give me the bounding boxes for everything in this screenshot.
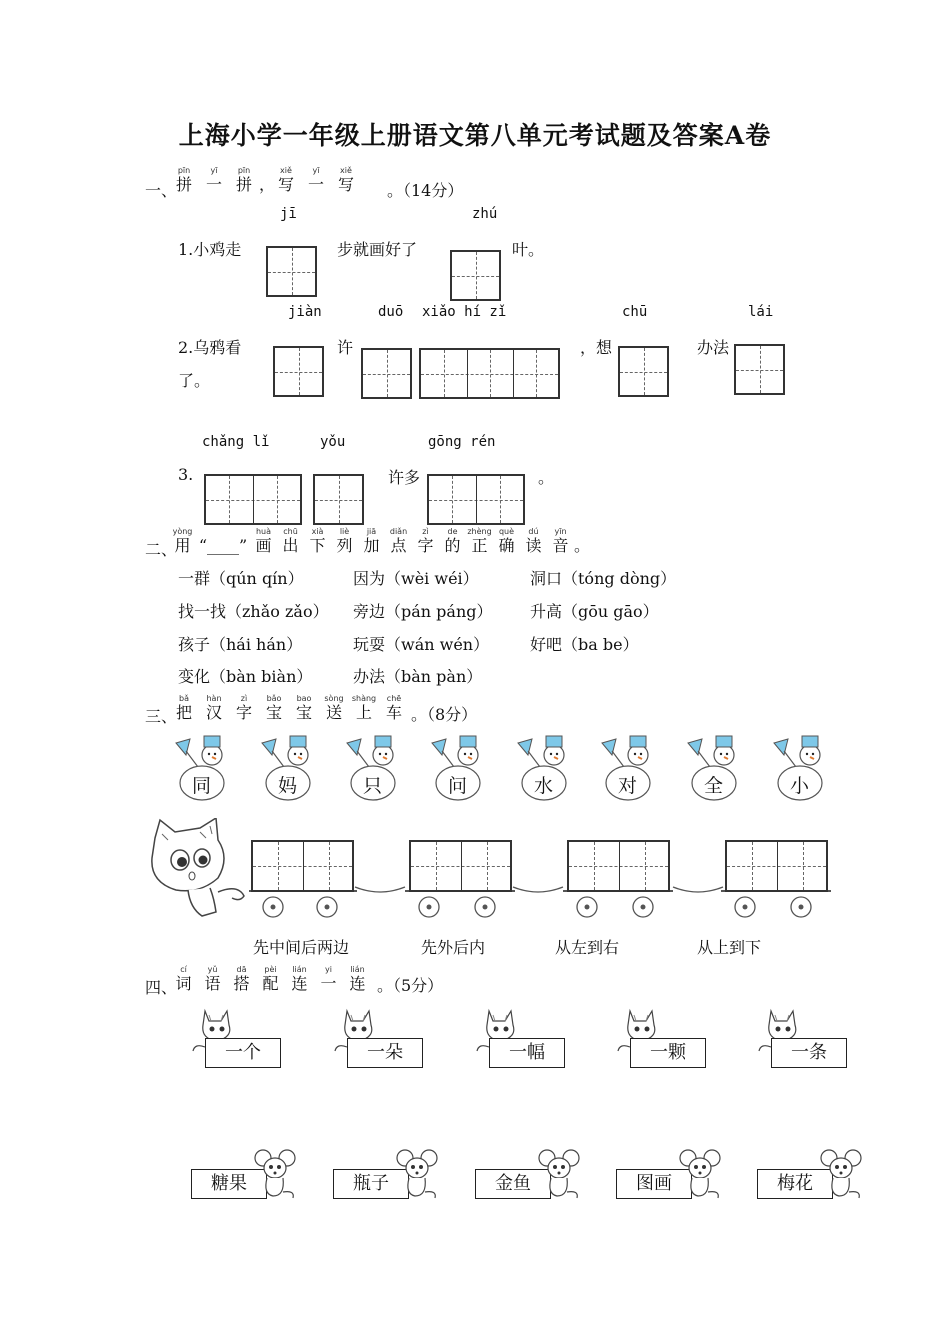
noun-card[interactable]: 糖果	[191, 1169, 267, 1199]
ruby-hanzi: 字	[417, 536, 434, 555]
word-option[interactable]: 孩子（hái hán）	[178, 635, 303, 654]
write-box-double[interactable]	[204, 474, 302, 525]
ruby-char	[227, 965, 256, 993]
ruby-pinyin: pīn	[177, 166, 191, 175]
mouse-icon	[395, 1148, 439, 1204]
snowman-char: 同	[192, 775, 212, 797]
ruby-char	[331, 166, 361, 194]
q1-number: 一、	[145, 181, 178, 200]
noun-card[interactable]: 图画	[616, 1169, 692, 1199]
ruby-pinyin: xiě	[280, 166, 292, 175]
ruby-pinyin: zì	[422, 527, 429, 536]
q2-number: 二、	[145, 540, 178, 559]
ruby-hanzi: 一	[205, 175, 222, 194]
pinyin-xiaohizi: xiǎo hí zǐ	[422, 304, 507, 320]
ruby-hanzi: ，	[259, 175, 276, 194]
s2-mid2: ，想	[580, 338, 613, 357]
ruby-punct	[574, 527, 591, 555]
ruby-hanzi: 宝	[265, 703, 282, 722]
ruby-hanzi: 连	[291, 974, 308, 993]
ruby-char	[349, 694, 379, 722]
word-option[interactable]: 旁边（pán páng）	[353, 602, 493, 621]
train-car-grid[interactable]	[409, 840, 512, 892]
ruby-hanzi: 配	[262, 974, 279, 993]
word-option[interactable]: 找一找（zhǎo zǎo）	[178, 602, 329, 621]
q1-ruby-text	[169, 166, 361, 194]
snowman	[430, 733, 486, 803]
write-box[interactable]	[618, 346, 669, 397]
write-box-triple[interactable]	[419, 348, 560, 399]
ruby-pinyin: hàn	[206, 694, 222, 703]
snowman-char: 小	[790, 775, 810, 797]
pinyin-gongren: gōng rén	[428, 434, 496, 450]
ruby-char	[314, 965, 343, 993]
s1-suffix: 叶。	[512, 240, 545, 259]
train-car-label: 从上到下	[697, 938, 762, 957]
mouse-icon	[819, 1148, 863, 1204]
ruby-char	[304, 527, 331, 555]
ruby-pinyin: liè	[339, 527, 350, 536]
train-car-label: 先外后内	[421, 938, 486, 957]
ruby-char	[199, 694, 229, 722]
noun-card[interactable]: 金鱼	[475, 1169, 551, 1199]
ruby-pinyin: zhèng	[467, 527, 492, 536]
ruby-char	[379, 694, 409, 722]
ruby-char	[319, 694, 349, 722]
ruby-pinyin: shàng	[351, 694, 377, 703]
ruby-char	[271, 166, 301, 194]
ruby-pinyin: yòng	[172, 527, 193, 536]
train-car-label: 先中间后两边	[253, 938, 350, 957]
ruby-char	[277, 527, 304, 555]
ruby-pinyin: yī	[312, 166, 320, 175]
ruby-pinyin: zì	[240, 694, 248, 703]
ruby-pinyin: què	[498, 527, 515, 536]
ruby-pinyin: chū	[283, 527, 298, 536]
ruby-hanzi: “____”	[198, 536, 248, 555]
ruby-char	[466, 527, 493, 555]
ruby-pinyin: dā	[236, 965, 247, 974]
word-option[interactable]: 好吧（ba be）	[530, 635, 639, 654]
ruby-hanzi: 画	[255, 536, 272, 555]
ruby-pinyin: yǔ	[207, 965, 218, 974]
ruby-pinyin: de	[447, 527, 458, 536]
s1-prefix: 1.小鸡走	[178, 240, 242, 259]
pinyin-ji: jī	[280, 206, 297, 222]
snowman-char: 水	[534, 775, 554, 797]
ruby-pinyin: lián	[350, 965, 365, 974]
ruby-char	[196, 527, 250, 555]
ruby-pinyin: sòng	[324, 694, 344, 703]
ruby-hanzi: 加	[363, 536, 380, 555]
write-box[interactable]	[450, 250, 501, 301]
ruby-hanzi: 写	[277, 175, 294, 194]
ruby-hanzi: 字	[235, 703, 252, 722]
train-car-grid[interactable]	[725, 840, 828, 892]
write-box[interactable]	[734, 344, 785, 395]
write-box[interactable]	[273, 346, 324, 397]
snowman	[686, 733, 742, 803]
q1-score: 。（14分）	[387, 181, 464, 200]
ruby-hanzi: 确	[498, 536, 515, 555]
write-box-double[interactable]	[427, 474, 525, 525]
ruby-hanzi: 。	[574, 536, 591, 555]
measure-word-card[interactable]: 一朵	[347, 1038, 423, 1068]
ruby-hanzi: 把	[175, 703, 192, 722]
snowman-char: 全	[704, 775, 724, 797]
ruby-char	[520, 527, 547, 555]
ruby-hanzi: 搭	[233, 974, 250, 993]
ruby-pinyin: xià	[311, 527, 324, 536]
word-option[interactable]: 因为（wèi wéi）	[353, 569, 479, 588]
pinyin-lai: lái	[748, 304, 774, 320]
ruby-char	[199, 166, 229, 194]
q4-ruby-text	[169, 965, 372, 993]
train-car-label: 从左到右	[555, 938, 620, 957]
ruby-hanzi: 出	[282, 536, 299, 555]
ruby-char	[439, 527, 466, 555]
pinyin-duo: duō	[378, 304, 404, 320]
ruby-char	[285, 965, 314, 993]
ruby-pinyin: huà	[255, 527, 272, 536]
ruby-hanzi: 下	[309, 536, 326, 555]
ruby-hanzi: 语	[204, 974, 221, 993]
ruby-hanzi: 词	[175, 974, 192, 993]
snowman	[772, 733, 828, 803]
snowman-char: 问	[448, 775, 468, 797]
s2-mid3: 办法	[697, 338, 730, 357]
ruby-char	[343, 965, 372, 993]
s3-middle: 许多	[388, 468, 421, 487]
ruby-hanzi: 送	[325, 703, 342, 722]
snowman	[516, 733, 572, 803]
ruby-pinyin: bao	[296, 694, 312, 703]
pinyin-zhu: zhú	[472, 206, 498, 222]
snowman-char: 妈	[278, 775, 298, 797]
ruby-char	[412, 527, 439, 555]
train-car-grid[interactable]	[567, 840, 670, 892]
ruby-char	[259, 694, 289, 722]
cat-illustration	[140, 818, 250, 918]
ruby-char	[229, 694, 259, 722]
ruby-hanzi: 一	[307, 175, 324, 194]
page-title: 上海小学一年级上册语文第八单元考试题及答案A卷	[178, 121, 772, 150]
measure-word-card[interactable]: 一颗	[630, 1038, 706, 1068]
word-option[interactable]: 一群（qún qín）	[178, 569, 304, 588]
ruby-hanzi: 拼	[175, 175, 192, 194]
s3-suffix: 。	[538, 468, 555, 487]
mouse-icon	[537, 1148, 581, 1204]
ruby-hanzi: 车	[385, 703, 402, 722]
ruby-pinyin: bǎ	[179, 694, 189, 703]
ruby-pinyin: diǎn	[389, 527, 408, 536]
ruby-hanzi: 的	[444, 536, 461, 555]
ruby-hanzi: 拼	[235, 175, 252, 194]
ruby-char	[229, 166, 259, 194]
ruby-punct	[259, 166, 276, 194]
ruby-pinyin: lián	[292, 965, 307, 974]
word-option[interactable]: 玩耍（wán wén）	[353, 635, 490, 654]
ruby-char	[169, 694, 199, 722]
ruby-char	[493, 527, 520, 555]
word-option[interactable]: 升高（gōu gāo）	[530, 602, 659, 621]
ruby-hanzi: 上	[355, 703, 372, 722]
measure-word-card[interactable]: 一个	[205, 1038, 281, 1068]
ruby-hanzi: 宝	[295, 703, 312, 722]
s2-prefix: 2.乌鸦看	[178, 338, 242, 357]
q3-number: 三、	[145, 707, 178, 726]
ruby-hanzi: 点	[390, 536, 407, 555]
q3-ruby-text	[169, 694, 409, 722]
snowman	[600, 733, 656, 803]
pinyin-changli: chǎng lǐ	[202, 434, 270, 450]
noun-card[interactable]: 梅花	[757, 1169, 833, 1199]
ruby-pinyin: pīn	[237, 166, 251, 175]
ruby-char	[256, 965, 285, 993]
write-box[interactable]	[361, 348, 412, 399]
ruby-hanzi: 正	[471, 536, 488, 555]
noun-card[interactable]: 瓶子	[333, 1169, 409, 1199]
ruby-hanzi: 音	[552, 536, 569, 555]
ruby-hanzi: 用	[174, 536, 191, 555]
ruby-char	[169, 166, 199, 194]
measure-word-card[interactable]: 一条	[771, 1038, 847, 1068]
q3-score: 。（8分）	[411, 705, 478, 724]
ruby-pinyin: bǎo	[266, 694, 282, 703]
pinyin-you: yǒu	[320, 434, 346, 450]
ruby-char	[358, 527, 385, 555]
snowman	[174, 733, 230, 803]
measure-word-card[interactable]: 一幅	[489, 1038, 565, 1068]
write-box[interactable]	[313, 474, 364, 525]
snowman-char: 对	[618, 775, 638, 797]
ruby-char	[250, 527, 277, 555]
s2-mid1: 许	[337, 338, 354, 357]
q2-ruby-text	[169, 527, 591, 555]
ruby-char	[169, 965, 198, 993]
snowman	[345, 733, 401, 803]
ruby-hanzi: 读	[525, 536, 542, 555]
s3-prefix: 3.	[178, 465, 194, 484]
word-option[interactable]: 办法（bàn pàn）	[353, 667, 483, 686]
ruby-char	[547, 527, 574, 555]
pinyin-chu: chū	[622, 304, 648, 320]
ruby-pinyin: yi	[325, 965, 332, 974]
q4-score: 。（5分）	[377, 976, 444, 995]
ruby-pinyin: chē	[386, 694, 402, 703]
train-car-grid[interactable]	[251, 840, 354, 892]
ruby-pinyin: pèi	[264, 965, 277, 974]
write-box[interactable]	[266, 246, 317, 297]
ruby-char	[301, 166, 331, 194]
pinyin-jian: jiàn	[288, 304, 322, 320]
word-option[interactable]: 洞口（tóng dòng）	[530, 569, 677, 588]
snowman-char: 只	[363, 775, 383, 797]
q4-number: 四、	[145, 978, 178, 997]
ruby-char	[289, 694, 319, 722]
ruby-char	[385, 527, 412, 555]
ruby-char	[169, 527, 196, 555]
mouse-icon	[678, 1148, 722, 1204]
mouse-icon	[253, 1148, 297, 1204]
snowman	[260, 733, 316, 803]
ruby-pinyin: xiě	[340, 166, 352, 175]
ruby-hanzi: 一	[320, 974, 337, 993]
ruby-pinyin: cí	[180, 965, 187, 974]
s1-middle: 步就画好了	[337, 240, 418, 259]
word-option[interactable]: 变化（bàn biàn）	[178, 667, 313, 686]
ruby-hanzi: 连	[349, 974, 366, 993]
ruby-pinyin: yī	[210, 166, 218, 175]
ruby-pinyin: dú	[528, 527, 539, 536]
ruby-char	[198, 965, 227, 993]
ruby-pinyin: yīn	[554, 527, 567, 536]
ruby-pinyin: jiā	[366, 527, 377, 536]
s2-prefix-2: 了。	[178, 371, 211, 390]
ruby-char	[331, 527, 358, 555]
ruby-hanzi: 汉	[205, 703, 222, 722]
ruby-hanzi: 列	[336, 536, 353, 555]
ruby-hanzi: 写	[337, 175, 354, 194]
